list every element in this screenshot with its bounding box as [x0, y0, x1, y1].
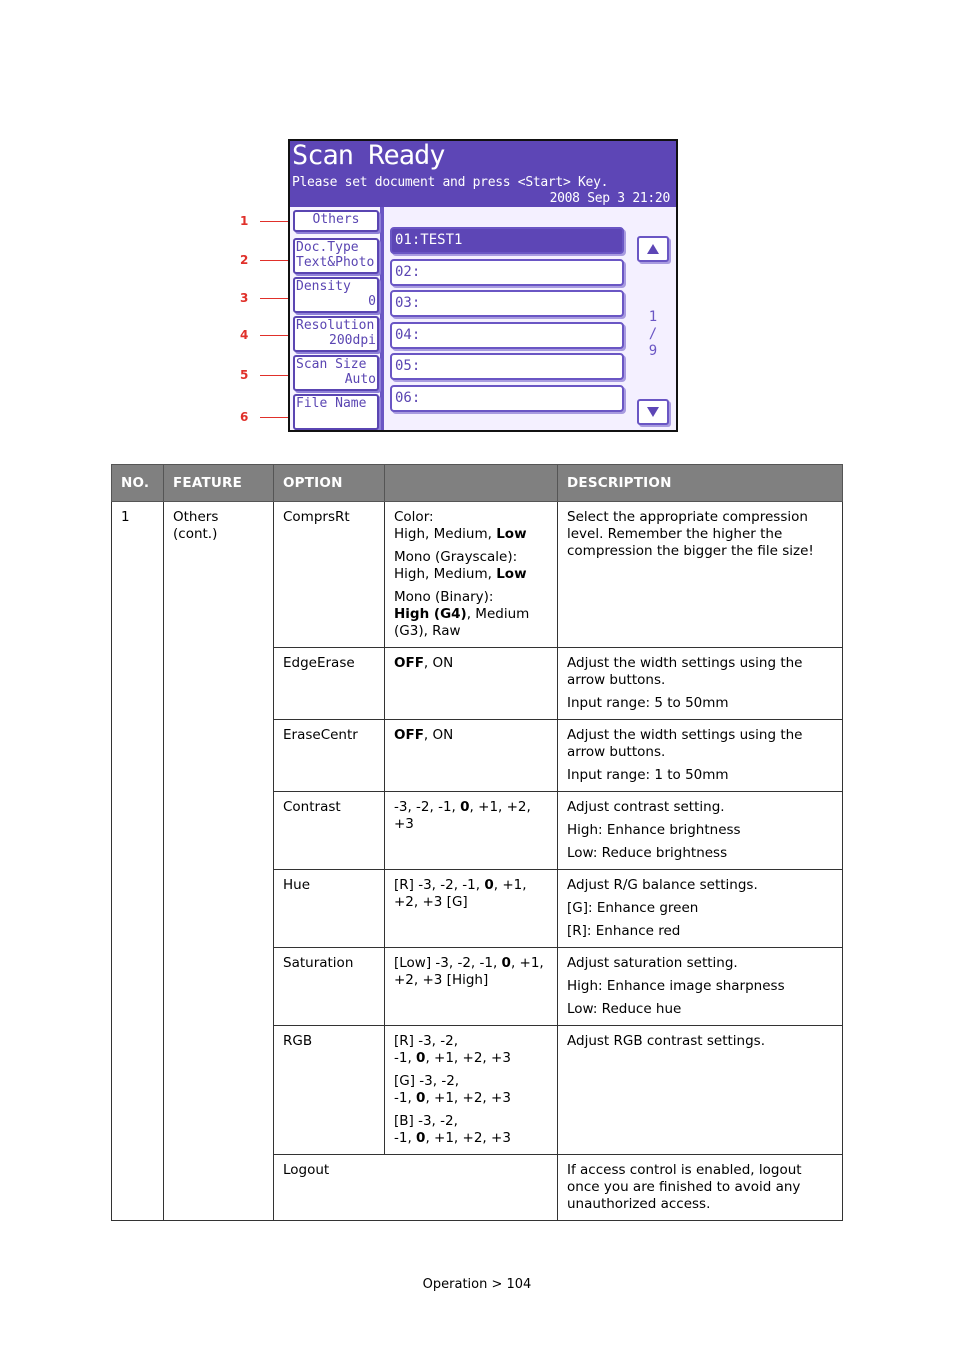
- callout-2: 2: [240, 253, 249, 267]
- value: -1,: [394, 1050, 417, 1066]
- lcd-title: Scan Ready: [292, 140, 445, 171]
- lcd-panel: [288, 139, 678, 432]
- page-total: 9: [648, 343, 658, 359]
- header-feature: FEATURE: [164, 465, 274, 502]
- value: [R] -3, -2, -1,: [394, 877, 485, 893]
- scroll-up-button[interactable]: [637, 236, 669, 262]
- value: High, Medium,: [394, 566, 497, 582]
- desc-line: Adjust the width settings using the arrow buttons.: [567, 727, 803, 760]
- desc-edgeerase: [558, 648, 843, 720]
- button-label: Density: [296, 279, 351, 294]
- button-value: Auto: [344, 372, 376, 387]
- value: [G] -3, -2,: [394, 1073, 460, 1089]
- profile-slot-6[interactable]: 06:: [390, 385, 624, 412]
- values-rgb: [385, 1026, 558, 1155]
- desc-line: Low: Reduce hue: [567, 1001, 682, 1017]
- default-value: High (G4): [394, 606, 467, 622]
- default-value: 0: [416, 1050, 426, 1066]
- table-row: [112, 502, 843, 648]
- doc-type-button[interactable]: [293, 238, 379, 274]
- callout-5: 5: [240, 368, 249, 382]
- desc-line: Adjust the width settings using the arrow buttons.: [567, 655, 803, 688]
- desc-comprsrt: Select the appropriate compression level. Remember the higher the compression the bigger the file size!: [558, 502, 843, 648]
- default-value: 0: [460, 799, 470, 815]
- button-label: Others: [312, 212, 360, 227]
- button-label: Doc.Type: [296, 240, 359, 255]
- default-value: OFF: [394, 727, 424, 743]
- table-header-row: [112, 465, 843, 502]
- page-footer: Operation > 104: [422, 1277, 532, 1292]
- button-value: 0: [368, 294, 376, 309]
- option-edgeerase: EdgeErase: [274, 648, 385, 720]
- option-logout: Logout: [274, 1155, 558, 1221]
- callout-1: 1: [240, 214, 249, 228]
- lcd-side-menu: [290, 207, 384, 432]
- profile-slot-4[interactable]: 04:: [390, 322, 624, 349]
- callout-4: 4: [240, 328, 249, 342]
- profile-slot-5[interactable]: 05:: [390, 353, 624, 380]
- value: -1,: [394, 1090, 417, 1106]
- header-blank: [385, 465, 558, 502]
- value: , ON: [423, 655, 454, 671]
- value: High, Medium,: [394, 526, 497, 542]
- desc-logout: If access control is enabled, logout once you are finished to avoid any unauthorized access.: [558, 1155, 843, 1221]
- desc-line: Input range: 5 to 50mm: [567, 695, 729, 711]
- values-edgeerase: [385, 648, 558, 720]
- desc-contrast: [558, 792, 843, 870]
- triangle-up-icon: [646, 243, 660, 255]
- button-label: Scan Size: [296, 357, 367, 372]
- value: [Low] -3, -2, -1,: [394, 955, 502, 971]
- value: , +1, +2, +3: [425, 1090, 511, 1106]
- option-saturation: Saturation: [274, 948, 385, 1026]
- value: , +1, +2, +3: [394, 799, 531, 832]
- lcd-instruction: Please set document and press <Start> Key.: [292, 175, 609, 190]
- option-hue: Hue: [274, 870, 385, 948]
- button-label: File Name: [296, 396, 367, 411]
- page-indicator: [646, 309, 660, 360]
- profile-slot-2[interactable]: 02:: [390, 259, 624, 286]
- desc-line: Input range: 1 to 50mm: [567, 767, 729, 783]
- button-value: Text&Photo: [296, 255, 375, 270]
- option-comprsrt: ComprsRt: [274, 502, 385, 648]
- option-rgb: RGB: [274, 1026, 385, 1155]
- desc-erasecentr: [558, 720, 843, 792]
- label: Mono (Grayscale):: [394, 549, 518, 565]
- option-erasecentr: EraseCentr: [274, 720, 385, 792]
- value: , +1, +2, +3 [G]: [394, 877, 527, 910]
- density-button[interactable]: [293, 277, 379, 313]
- desc-line: Low: Reduce brightness: [567, 845, 728, 861]
- feature-table: [111, 464, 843, 1221]
- callout-6: 6: [240, 410, 249, 424]
- others-button[interactable]: [293, 210, 379, 232]
- label: Color:: [394, 509, 434, 525]
- desc-hue: [558, 870, 843, 948]
- desc-line: High: Enhance brightness: [567, 822, 741, 838]
- values-comprsrt: [385, 502, 558, 648]
- desc-line: [R]: Enhance red: [567, 923, 681, 939]
- profile-slot-1[interactable]: 01:TEST1: [390, 227, 624, 254]
- cell-feature: Others (cont.): [164, 502, 274, 1221]
- scan-size-button[interactable]: [293, 355, 379, 391]
- value: , +1, +2, +3: [425, 1050, 511, 1066]
- value: [B] -3, -2,: [394, 1113, 458, 1129]
- default-value: 0: [484, 877, 494, 893]
- button-label: Resolution: [296, 318, 375, 333]
- scroll-down-button[interactable]: [637, 399, 669, 425]
- button-value: 200dpi: [329, 333, 376, 348]
- desc-rgb: Adjust RGB contrast settings.: [558, 1026, 843, 1155]
- value: , ON: [423, 727, 454, 743]
- scan-ready-screenshot: [240, 138, 685, 438]
- values-hue: [385, 870, 558, 948]
- cell-no: 1: [112, 502, 164, 1221]
- value: , +1, +2, +3 [High]: [394, 955, 544, 988]
- header-option: OPTION: [274, 465, 385, 502]
- resolution-button[interactable]: [293, 316, 379, 352]
- header-no: NO.: [112, 465, 164, 502]
- file-name-button[interactable]: [293, 394, 379, 430]
- value: , +1, +2, +3: [425, 1130, 511, 1146]
- desc-line: Adjust saturation setting.: [567, 955, 738, 971]
- values-saturation: [385, 948, 558, 1026]
- value: -1,: [394, 1130, 417, 1146]
- value: -3, -2, -1,: [394, 799, 461, 815]
- value: [R] -3, -2,: [394, 1033, 458, 1049]
- default-value: 0: [501, 955, 511, 971]
- lcd-header: [290, 141, 676, 207]
- desc-line: Adjust R/G balance settings.: [567, 877, 758, 893]
- desc-saturation: [558, 948, 843, 1026]
- page-current: 1: [648, 309, 658, 325]
- desc-line: Adjust contrast setting.: [567, 799, 725, 815]
- header-description: DESCRIPTION: [558, 465, 843, 502]
- default-value: Low: [496, 526, 527, 542]
- values-contrast: [385, 792, 558, 870]
- triangle-down-icon: [646, 406, 660, 418]
- callout-3: 3: [240, 291, 249, 305]
- desc-line: [G]: Enhance green: [567, 900, 699, 916]
- lcd-datetime: 2008 Sep 3 21:20: [549, 191, 670, 206]
- default-value: 0: [416, 1130, 426, 1146]
- values-erasecentr: [385, 720, 558, 792]
- desc-line: High: Enhance image sharpness: [567, 978, 785, 994]
- label: Mono (Binary):: [394, 589, 494, 605]
- default-value: Low: [496, 566, 527, 582]
- default-value: 0: [416, 1090, 426, 1106]
- page-separator: /: [648, 326, 658, 342]
- value: , Medium (G3), Raw: [394, 606, 530, 639]
- profile-slot-3[interactable]: 03:: [390, 290, 624, 317]
- default-value: OFF: [394, 655, 424, 671]
- option-contrast: Contrast: [274, 792, 385, 870]
